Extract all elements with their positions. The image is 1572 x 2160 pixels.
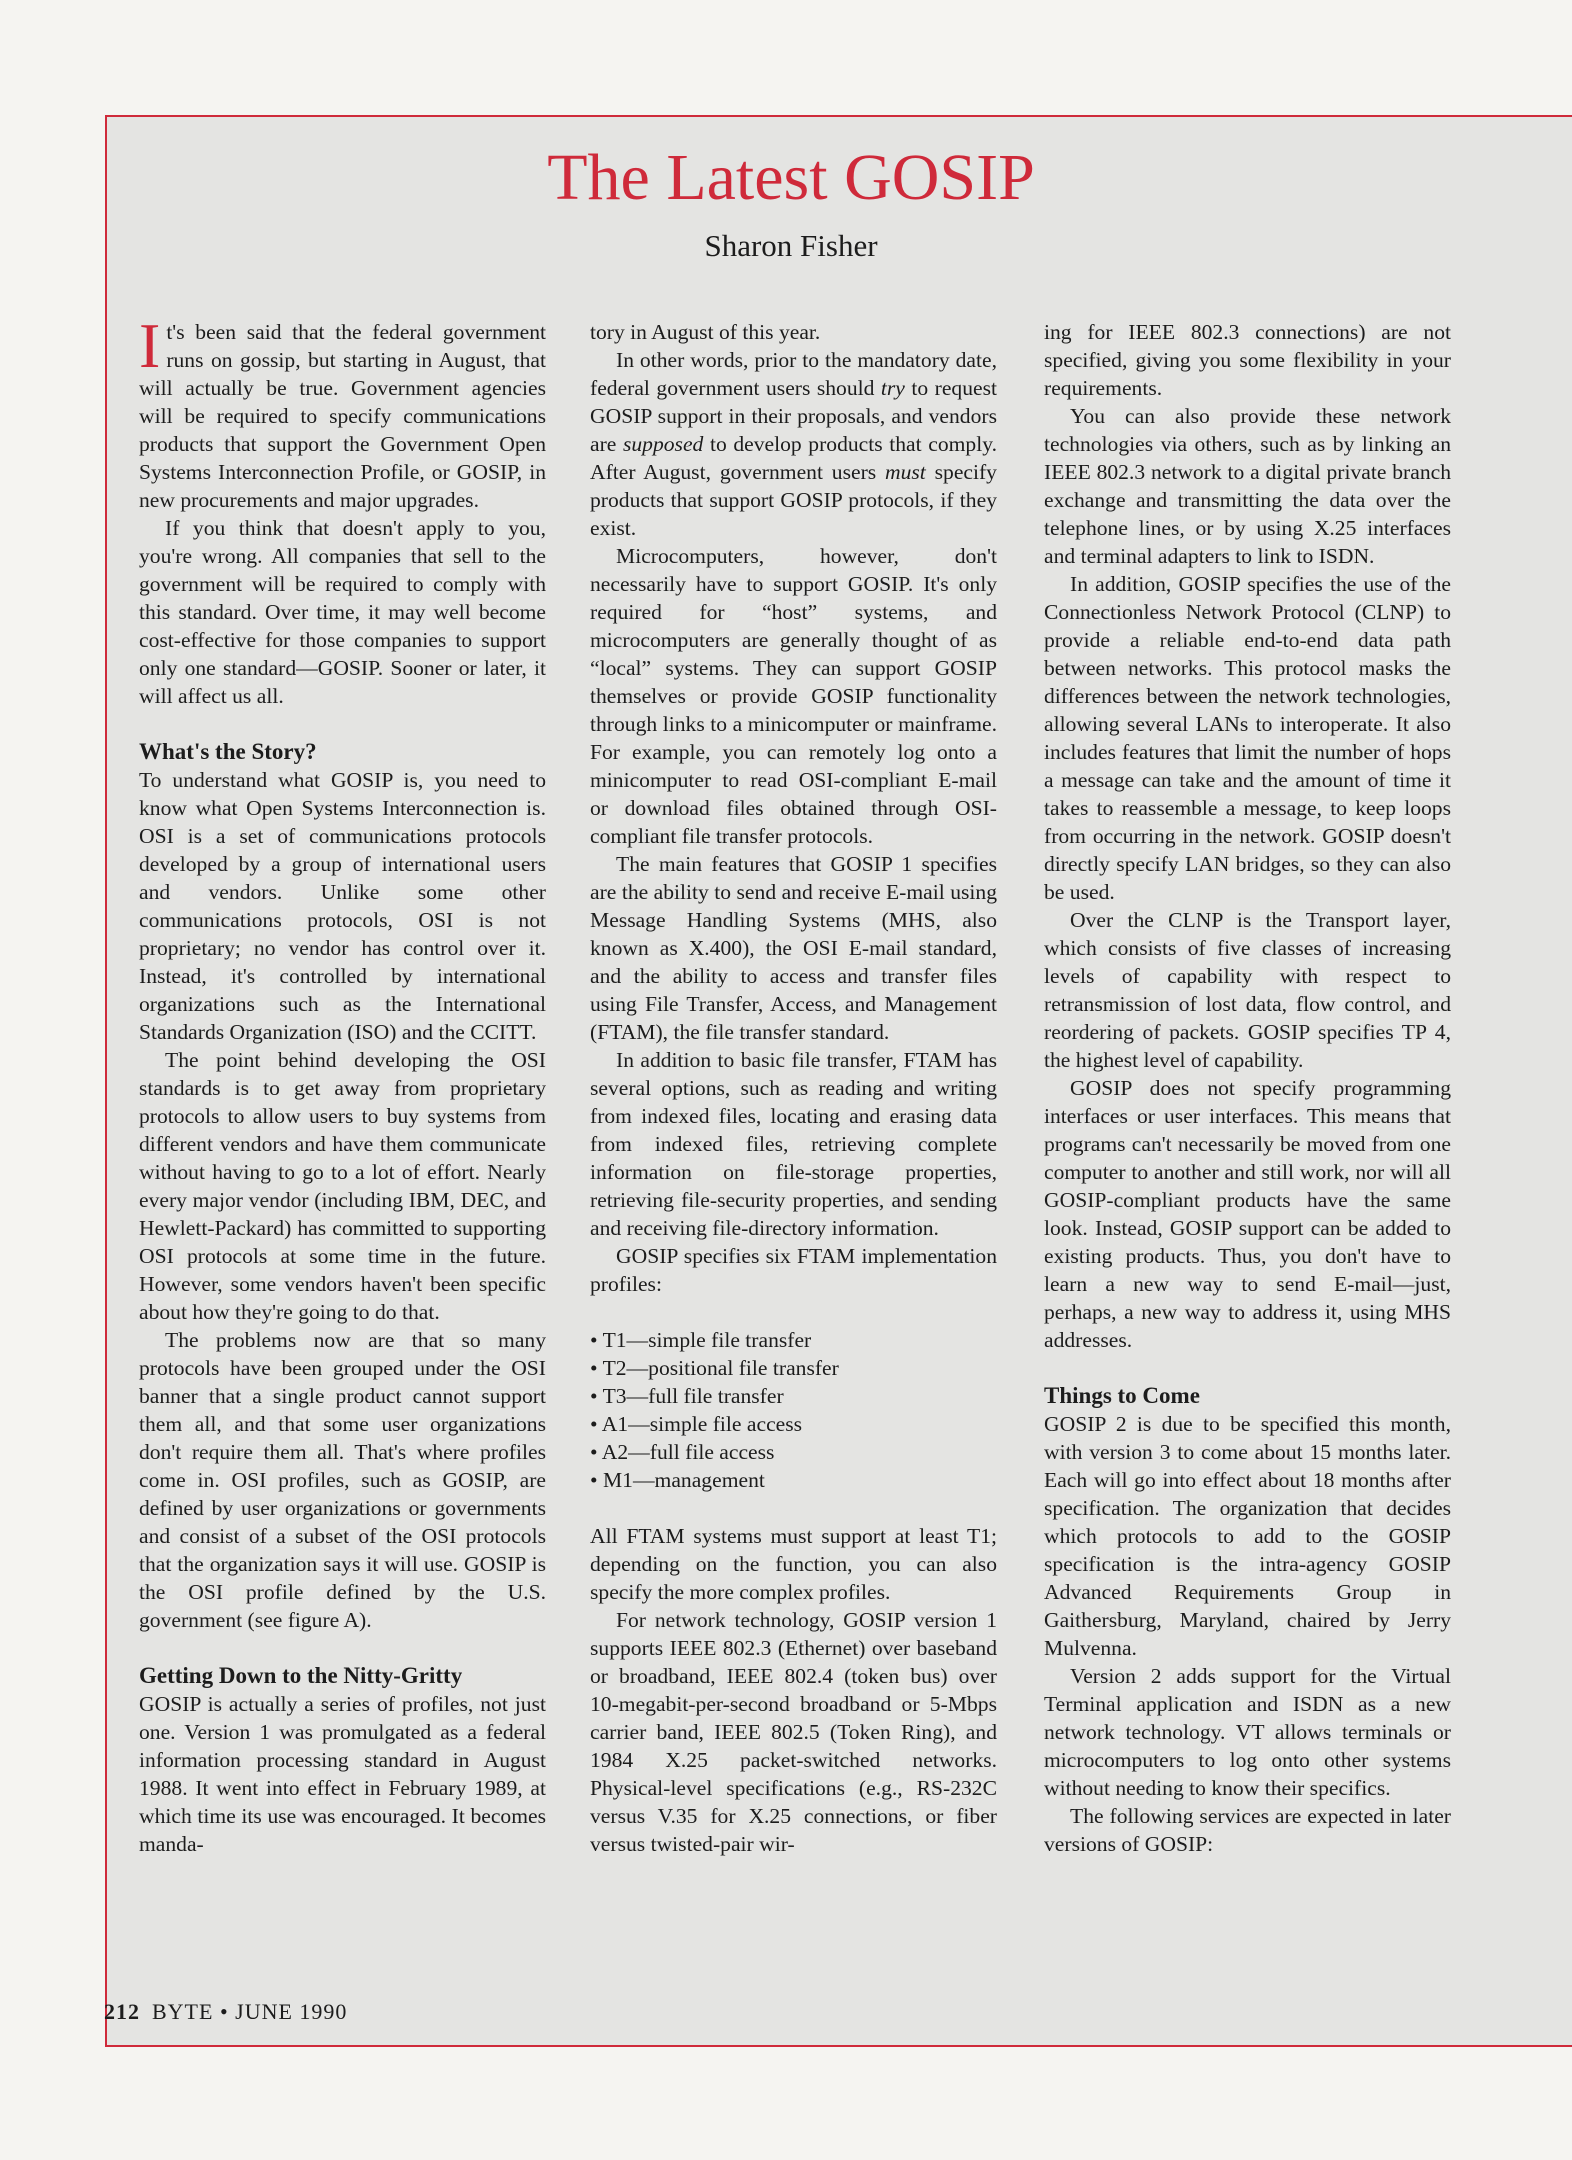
column-2 bbox=[590, 318, 997, 1858]
emphasis: try bbox=[880, 376, 905, 400]
paragraph: If you think that doesn't apply to you, you're wrong. All companies that sell to the government will be required to comply with this standard. Over time, it may well become cost-effective for those companies to support only one standard—GOSIP. Sooner or later, it will affect us all. bbox=[139, 516, 546, 708]
emphasis: must bbox=[885, 460, 926, 484]
paragraph: In addition to basic file transfer, FTAM has several options, such as reading and writing from indexed files, locating and erasing data from indexed files, retrieving complete information on file-storage properties, retrieving file-security properties, and sending and receiving file-directory information. bbox=[590, 1048, 997, 1240]
column-1 bbox=[139, 310, 546, 1858]
list-item: • T3—full file transfer bbox=[590, 1384, 784, 1408]
column-3 bbox=[1044, 318, 1451, 1858]
text-run: In other words, prior to the mandatory date, federal government users should bbox=[590, 348, 997, 400]
paragraph bbox=[590, 346, 997, 542]
paragraph: Microcomputers, however, don't necessarily have to support GOSIP. It's only required for “host” systems, and microcomputers are generally thought of as “local” systems. They can support GOSIP themselves or provide GOSIP functionality through links to a minicomputer or mainframe. For example, you can remotely log onto a minicomputer to read OSI-compliant E-mail or download files obtained through OSI-compliant file transfer protocols. bbox=[590, 544, 997, 848]
list-item: • T1—simple file transfer bbox=[590, 1328, 812, 1352]
section-heading: What's the Story? bbox=[139, 739, 317, 764]
paragraph: GOSIP does not specify programming interfaces or user interfaces. This means that programs can't necessarily be moved from one computer to another and still work, nor will all GOSIP-compliant products have the same look. Instead, GOSIP support can be added to existing products. Thus, you don't have to learn a new way to send E-mail—just, perhaps, a new way to address it, using MHS addresses. bbox=[1044, 1076, 1451, 1352]
publication-line: BYTE • JUNE 1990 bbox=[152, 1999, 348, 2024]
text-run: to develop products that comply. After August, government users bbox=[590, 432, 998, 484]
paragraph: To understand what GOSIP is, you need to know what Open Systems Interconnection is. OSI is a set of communications protocols developed by a group of international users and vendors. Unlike some other communications protocols, OSI is not proprietary; no vendor has control over it. Instead, it's controlled by international organizations such as the International Standards Organization (ISO) and the CCITT. bbox=[139, 768, 546, 1044]
paragraph: ing for IEEE 802.3 connections) are not specified, giving you some flexibility in your requirements. bbox=[1044, 320, 1451, 400]
paragraph: GOSIP 2 is due to be specified this month, with version 3 to come about 15 months later. Each will go into effect about 18 months after specification. The organization that decides which protocols to add to the GOSIP specification is the intra-agency GOSIP Advanced Requirements Group in Gaithersburg, Maryland, chaired by Jerry Mulvenna. bbox=[1044, 1412, 1451, 1660]
page-footer bbox=[104, 1998, 347, 2026]
article-author: Sharon Fisher bbox=[704, 228, 878, 263]
paragraph: The problems now are that so many protocols have been grouped under the OSI banner that a single product cannot support them all, and that some user organizations don't require them all. That's where profiles come in. OSI profiles, such as GOSIP, are defined by user organizations or governments and consist of a subset of the OSI protocols that the organization says it will use. GOSIP is the OSI profile defined by the U.S. government (see figure A). bbox=[139, 1328, 546, 1632]
paragraph: The point behind developing the OSI standards is to get away from proprietary protocols to allow users to buy systems from different vendors and have them communicate without having to go to a lot of effort. Nearly every major vendor (including IBM, DEC, and Hewlett-Packard) has committed to supporting OSI protocols at some time in the future. However, some vendors haven't been specific about how they're going to do that. bbox=[139, 1048, 546, 1324]
paragraph: GOSIP specifies six FTAM implementation profiles: bbox=[590, 1244, 997, 1296]
paragraph: Over the CLNP is the Transport layer, which consists of five classes of increasing levels of capability with respect to retransmission of lost data, flow control, and reordering of packets. GOSIP specifies TP 4, the highest level of capability. bbox=[1044, 908, 1451, 1072]
section-heading: Getting Down to the Nitty-Gritty bbox=[139, 1663, 463, 1688]
paragraph-text: t's been said that the federal government runs on gossip, but starting in August, that will actually be true. Government agencies will be required to specify communications products that support the Government Open Systems Interconnection Profile, or GOSIP, in new procurements and major upgrades. bbox=[139, 320, 546, 512]
paragraph bbox=[139, 310, 546, 514]
paragraph: The following services are expected in later versions of GOSIP: bbox=[1044, 1804, 1451, 1856]
paragraph: All FTAM systems must support at least T1; depending on the function, you can also specify the more complex profiles. bbox=[590, 1524, 997, 1604]
paragraph: tory in August of this year. bbox=[590, 320, 821, 344]
text-run: specify products that support GOSIP protocols, if they exist. bbox=[590, 460, 997, 540]
list-item: • T2—positional file transfer bbox=[590, 1356, 839, 1380]
drop-cap: I bbox=[139, 310, 161, 381]
paragraph: For network technology, GOSIP version 1 supports IEEE 802.3 (Ethernet) over baseband or broadband, IEEE 802.4 (token bus) over 10-megabit-per-second broadband or 5-Mbps carrier band, IEEE 802.5 (Token Ring), and 1984 X.25 packet-switched networks. Physical-level specifications (e.g., RS-232C versus V.35 for X.25 connections, or fiber versus twisted-pair wir- bbox=[590, 1608, 997, 1856]
ftam-profile-list bbox=[590, 1326, 997, 1494]
paragraph: Version 2 adds support for the Virtual Terminal application and ISDN as a new network technology. VT allows terminals or microcomputers to log onto other systems without needing to know their specifics. bbox=[1044, 1664, 1451, 1800]
article-title: The Latest GOSIP bbox=[547, 141, 1035, 214]
paragraph: The main features that GOSIP 1 specifies are the ability to send and receive E-mail using Message Handling Systems (MHS, also known as X.400), the OSI E-mail standard, and the ability to access and transfer files using File Transfer, Access, and Management (FTAM), the file transfer standard. bbox=[590, 852, 997, 1044]
paragraph: You can also provide these network technologies via others, such as by linking an IEEE 802.3 network to a digital private branch exchange and transmitting the data over the telephone lines, or by using X.25 interfaces and terminal adapters to link to ISDN. bbox=[1044, 404, 1451, 568]
emphasis: supposed bbox=[622, 432, 704, 456]
paragraph: In addition, GOSIP specifies the use of the Connectionless Network Protocol (CLNP) to provide a reliable end-to-end data path between networks. This protocol masks the differences between the network technologies, allowing several LANs to interoperate. It also includes features that limit the number of hops a message can take and the amount of time it takes to reassemble a message, to keep loops from occurring in the network. GOSIP doesn't directly specify LAN bridges, so they can also be used. bbox=[1044, 572, 1451, 904]
section-heading: Things to Come bbox=[1044, 1383, 1200, 1408]
page-number: 212 bbox=[104, 1999, 140, 2024]
text-run: to request GOSIP support in their proposals, and vendors are bbox=[590, 376, 997, 456]
list-item: • A2—full file access bbox=[590, 1440, 775, 1464]
list-item: • A1—simple file access bbox=[590, 1412, 803, 1436]
paragraph: GOSIP is actually a series of profiles, not just one. Version 1 was promulgated as a federal information processing standard in August 1988. It went into effect in February 1989, at which time its use was encouraged. It becomes manda- bbox=[139, 1692, 546, 1856]
list-item: • M1—management bbox=[590, 1468, 765, 1492]
